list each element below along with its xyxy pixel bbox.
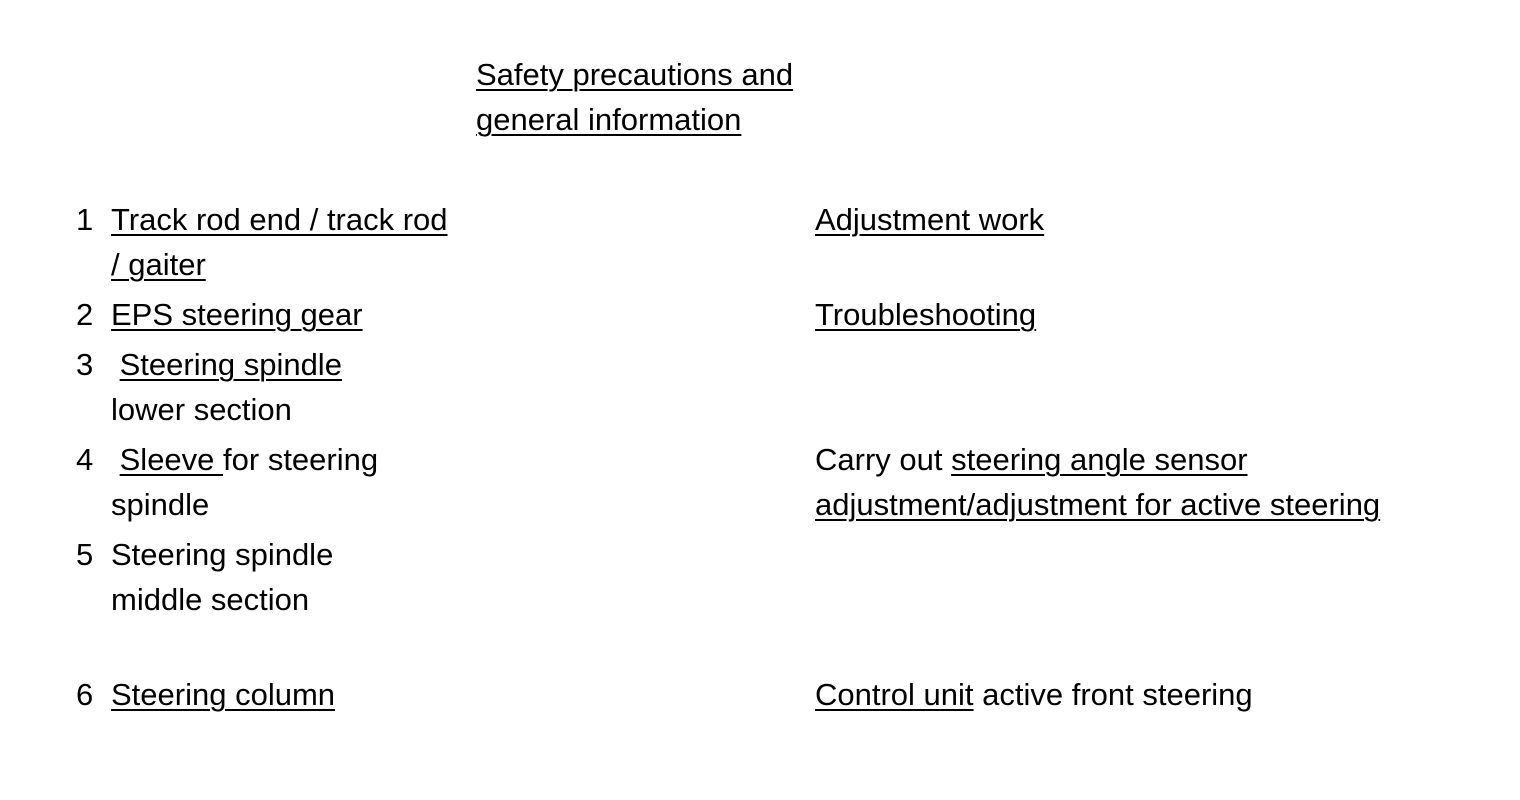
steering-column-link[interactable]: Steering column: [111, 677, 336, 712]
component-cell: [111, 437, 431, 527]
procedure-cell: [815, 197, 1505, 242]
page-title: [476, 52, 876, 142]
component-text: lower section: [111, 392, 292, 427]
heading-line-2: general information: [476, 102, 742, 137]
eps-steering-gear-link[interactable]: EPS steering gear: [111, 297, 363, 332]
procedure-cell: [815, 437, 1505, 527]
steering-angle-sensor-link[interactable]: steering angle sensor adjustment/adjustment for active steering: [815, 442, 1381, 522]
safety-precautions-link[interactable]: [476, 57, 793, 137]
component-cell: [111, 197, 451, 287]
row-number: 1: [76, 202, 94, 237]
component-cell: [111, 532, 341, 622]
component-cell: [111, 342, 451, 432]
component-cell: [111, 292, 451, 337]
component-text: for steering spindle: [111, 442, 379, 522]
procedure-suffix: active front steering: [973, 677, 1253, 712]
adjustment-work-link[interactable]: Adjustment work: [815, 202, 1045, 237]
component-text: Steering spindle middle section: [111, 537, 334, 617]
heading-line-1: Safety precautions and: [476, 57, 794, 92]
control-unit-link[interactable]: Control unit: [815, 677, 974, 712]
row-number: 6: [76, 677, 94, 712]
procedure-cell: [815, 292, 1505, 337]
steering-spindle-link[interactable]: Steering spindle: [119, 347, 342, 382]
row-number: 3: [76, 347, 94, 382]
troubleshooting-link[interactable]: Troubleshooting: [815, 297, 1037, 332]
procedure-cell: [815, 672, 1505, 717]
row-number: 2: [76, 297, 94, 332]
component-cell: [111, 672, 451, 717]
sleeve-link[interactable]: Sleeve: [119, 442, 224, 477]
procedure-prefix: Carry out: [815, 442, 952, 477]
row-number: 4: [76, 442, 94, 477]
row-number: 5: [76, 537, 94, 572]
track-rod-link[interactable]: Track rod end / track rod / gaiter: [111, 202, 448, 282]
